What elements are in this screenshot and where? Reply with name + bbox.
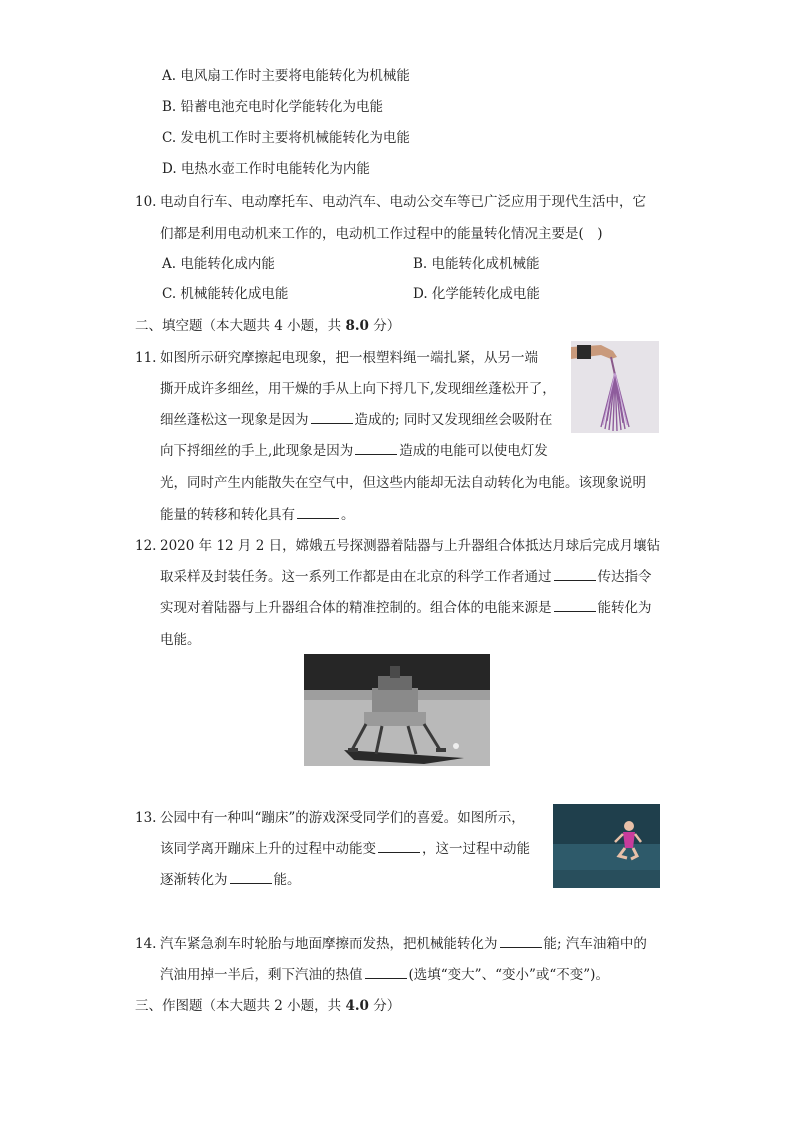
q14-blank-1[interactable]	[500, 935, 542, 948]
q14-blank-2[interactable]	[365, 966, 407, 979]
q13-blank-2[interactable]	[230, 871, 272, 884]
q12-figure-lunar-lander	[304, 654, 490, 766]
q11-line5: 光，同时产生内能散失在空气中，但这些内能却无法自动转化为电能。该现象说明	[160, 475, 646, 491]
q11-line3: 细丝蓬松这一现象是因为 造成的; 同时又发现细丝会吸附在	[160, 412, 553, 428]
q11-blank-3[interactable]	[297, 506, 339, 519]
q11-number: 11.	[135, 350, 157, 366]
q13-line3: 逐渐转化为 能。	[160, 872, 301, 888]
q13-number: 13.	[135, 810, 157, 826]
q12-blank-1[interactable]	[554, 568, 596, 581]
q13-line2: 该同学离开蹦床上升的过程中动能变 ，这一过程中动能	[160, 841, 530, 857]
q14-number: 14.	[135, 936, 157, 952]
q10-option-d: D. 化学能转化成电能	[413, 286, 540, 302]
q11-line2: 撕开成许多细丝，用干燥的手从上向下捋几下,发现细丝蓬松开了，	[160, 381, 556, 397]
q14-line1: 汽车紧急刹车时轮胎与地面摩擦而发热，把机械能转化为 能; 汽车油箱中的	[160, 936, 647, 952]
q11-figure-plastic-rope	[571, 341, 659, 433]
q13-figure-trampoline	[553, 804, 660, 888]
q10-option-a: A. 电能转化成内能	[162, 256, 275, 272]
q10-option-b: B. 电能转化成机械能	[413, 256, 540, 272]
q12-line4: 电能。	[160, 632, 201, 648]
q10-number: 10.	[135, 194, 157, 210]
q11-blank-2[interactable]	[355, 442, 397, 455]
q12-line1: 2020 年 12 月 2 日，嫦娥五号探测器着陆器与上升器组合体抵达月球后完成月壤钻	[160, 538, 661, 554]
q12-number: 12.	[135, 538, 157, 554]
section-heading-fill-in: 二、填空题（本大题共 4 小题，共 8.0 分）	[135, 318, 401, 334]
q10-stem-line1: 电动自行车、电动摩托车、电动汽车、电动公交车等已广泛应用于现代生活中，它	[160, 194, 646, 210]
q9-option-b: B. 铅蓄电池充电时化学能转化为电能	[162, 99, 384, 115]
q9-option-d: D. 电热水壶工作时电能转化为内能	[162, 161, 370, 177]
q11-line1: 如图所示研究摩擦起电现象，把一根塑料绳一端扎紧，从另一端	[160, 350, 538, 366]
q9-option-c: C. 发电机工作时主要将机械能转化为电能	[162, 130, 410, 146]
q11-line4: 向下捋细丝的手上,此现象是因为 造成的电能可以使电灯发	[160, 443, 548, 459]
section-heading-drawing: 三、作图题（本大题共 2 小题，共 4.0 分）	[135, 998, 401, 1014]
q14-line2: 汽油用掉一半后，剩下汽油的热值 (选填“变大”、“变小”或“不变”)。	[160, 967, 609, 983]
q13-blank-1[interactable]	[378, 840, 420, 853]
q10-option-c: C. 机械能转化成电能	[162, 286, 289, 302]
q11-line6: 能量的转移和转化具有 。	[160, 507, 355, 523]
q12-line2: 取采样及封装任务。这一系列工作都是由在北京的科学工作者通过 传达指令	[160, 569, 652, 585]
q13-line1: 公园中有一种叫“蹦床”的游戏深受同学们的喜爱。如图所示，	[160, 810, 525, 826]
q10-stem-line2: 们都是利用电动机来工作的，电动机工作过程中的能量转化情况主要是( )	[160, 226, 603, 242]
q9-option-a: A. 电风扇工作时主要将电能转化为机械能	[162, 68, 410, 84]
q11-blank-1[interactable]	[311, 411, 353, 424]
q12-line3: 实现对着陆器与上升器组合体的精准控制的。组合体的电能来源是 能转化为	[160, 600, 652, 616]
q12-blank-2[interactable]	[554, 599, 596, 612]
